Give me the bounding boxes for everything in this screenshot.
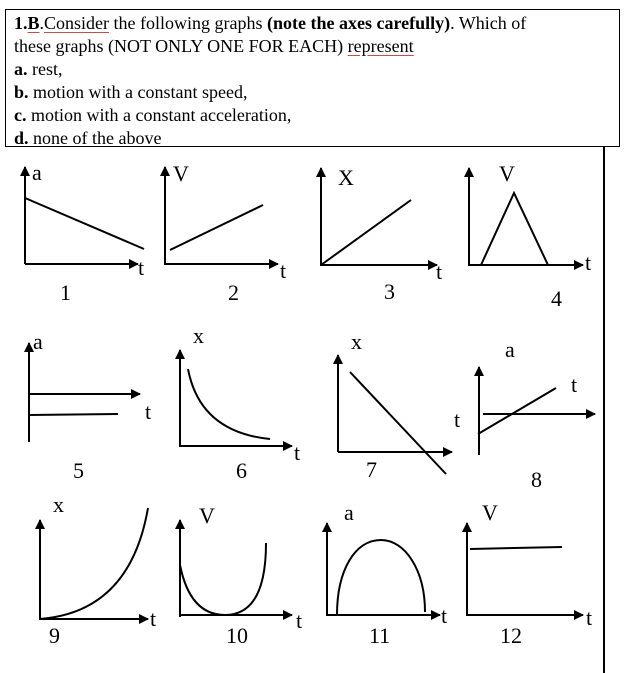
graph-4-y-label: V <box>499 161 515 186</box>
graph-8-y-label: a <box>505 337 515 362</box>
graph-3-y-label: X <box>338 165 354 190</box>
graph-12-y-label: V <box>482 500 498 525</box>
graph-12 <box>467 523 583 616</box>
graph-5-x-label: t <box>145 399 152 424</box>
graph-1-x-label: t <box>138 255 145 280</box>
question-line-1: 1.B.Consider the following graphs (note the axes carefully). Which of <box>14 13 527 33</box>
note-axes: (note the axes carefully) <box>267 13 451 33</box>
question-part: B <box>27 13 40 33</box>
graph-4-x-label: t <box>585 250 592 275</box>
question-text-2: these graphs (NOT ONLY ONE FOR EACH) <box>14 36 348 56</box>
graph-1-y-label: a <box>32 160 42 185</box>
graph-9 <box>40 508 148 620</box>
option-letter: d. <box>14 128 29 148</box>
graph-11 <box>327 523 440 616</box>
graph-11-x-label: t <box>441 603 448 628</box>
question-text: the following graphs <box>109 13 267 33</box>
graph-6-x-label: t <box>294 440 301 465</box>
graph-7 <box>338 355 452 474</box>
graph-7-x-label: t <box>454 407 461 432</box>
graph-6 <box>180 350 292 447</box>
graph-11-y-label: a <box>344 500 354 525</box>
graph-2-x-label: t <box>280 258 287 283</box>
graph-4 <box>469 168 583 266</box>
option-text: none of the above <box>28 128 162 148</box>
question-number: 1. <box>14 13 28 33</box>
graph-9-number: 9 <box>49 623 60 648</box>
graph-10-x-label: t <box>296 608 303 633</box>
graph-8-number: 8 <box>531 467 542 492</box>
graph-5 <box>29 343 140 442</box>
graph-7-number: 7 <box>366 457 377 482</box>
option-text: rest, <box>27 59 63 79</box>
graph-1 <box>25 167 144 264</box>
graph-12-x-label: t <box>586 605 593 630</box>
graph-2-number: 2 <box>228 280 239 305</box>
graph-9-y-label: x <box>53 492 64 517</box>
graph-5-y-label: a <box>33 329 43 354</box>
graph-3-number: 3 <box>384 279 395 304</box>
option-letter: a. <box>14 59 28 79</box>
graph-2-y-label: V <box>173 161 189 186</box>
graph-4-number: 4 <box>551 286 562 311</box>
graph-12-number: 12 <box>500 623 522 648</box>
represent-word: represent <box>347 36 414 56</box>
graph-7-y-label: x <box>351 329 362 354</box>
consider-word: Consider <box>44 13 110 33</box>
graph-8 <box>478 367 595 455</box>
question-text-end: . Which of <box>450 13 527 33</box>
graph-6-number: 6 <box>236 458 247 483</box>
graph-1-number: 1 <box>60 280 71 305</box>
graph-10 <box>180 520 292 617</box>
graph-10-number: 10 <box>226 623 248 648</box>
option-text: motion with a constant acceleration, <box>26 105 292 125</box>
option-letter: c. <box>14 105 27 125</box>
option-letter: b. <box>14 82 29 102</box>
graph-11-number: 11 <box>369 623 391 648</box>
graph-5-number: 5 <box>73 458 84 483</box>
graph-9-x-label: t <box>150 606 157 631</box>
graph-3-x-label: t <box>436 259 443 284</box>
option-text: motion with a constant speed, <box>28 82 248 102</box>
graph-6-y-label: x <box>193 323 204 348</box>
graph-8-x-label: t <box>571 372 578 397</box>
graph-10-y-label: V <box>199 503 215 528</box>
